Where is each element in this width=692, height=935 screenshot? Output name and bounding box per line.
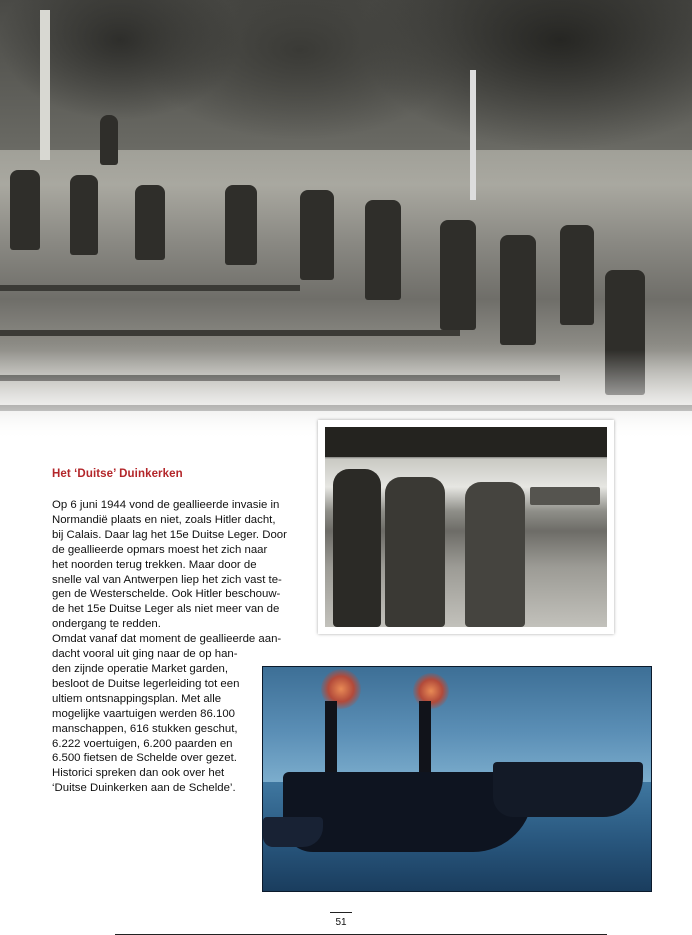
small-boat [263, 817, 323, 847]
photo-soldier [333, 469, 381, 627]
body-line: 6.500 fietsen de Schelde over gezet. [52, 752, 237, 765]
body-line: manschappen, 616 stukken geschut, [52, 722, 238, 735]
ferry-boat [493, 762, 643, 817]
station-platform-photo [318, 420, 614, 634]
photo-soldier [135, 185, 165, 260]
photo-rail [0, 330, 460, 336]
body-line: de geallieerde opmars moest het zich naar [52, 543, 268, 556]
body-line: ultiem ontsnappingsplan. Met alle [52, 692, 222, 705]
body-line: 6.222 voertuigen, 6.200 paarden en [52, 737, 233, 750]
photo-soldier [10, 170, 40, 250]
photo-bystander [100, 115, 118, 165]
photo-signpost [470, 70, 476, 200]
ferry-chimney [419, 701, 431, 781]
photo-soldier [440, 220, 476, 330]
photo-barrier-pole [40, 10, 50, 160]
ferry-chimney [325, 701, 337, 781]
page-number-rule [330, 912, 352, 913]
photo-soldier [70, 175, 98, 255]
body-line: Normandië plaats en niet, zoals Hitler dacht, [52, 513, 276, 526]
photo-rail [0, 285, 300, 291]
body-line: Historici spreken dan ook over het [52, 767, 225, 780]
body-line: de het 15e Duitse Leger als niet meer van de [52, 603, 280, 616]
article-heading: Het ‘Duitse’ Duinkerken [52, 468, 183, 480]
photo-soldier [465, 482, 525, 627]
photo-soldier [225, 185, 257, 265]
photo-soldier [500, 235, 536, 345]
body-line: mogelijke vaartuigen werden 86.100 [52, 707, 236, 720]
photo-crowd [530, 487, 600, 505]
body-line: Op 6 juni 1944 vond de geallieerde invasie in [52, 499, 280, 511]
body-line: dacht vooral uit ging naar de op han- [52, 648, 238, 661]
body-line: ‘Duitse Duinkerken aan de Schelde’. [52, 782, 236, 795]
body-line: snelle val van Antwerpen liep het zich vast te- [52, 573, 282, 586]
body-line: het noorden terug trekken. Maar door de [52, 558, 257, 571]
body-line: ondergang te redden. [52, 618, 161, 631]
page-number: 51 [335, 917, 347, 928]
photo-soldier [365, 200, 401, 300]
body-line: besloot de Duitse legerleiding tot een [52, 677, 240, 690]
body-line: den zijnde operatie Market garden, [52, 662, 229, 675]
photo-soldier [560, 225, 594, 325]
top-photo-marching-soldiers [0, 0, 692, 440]
station-roof [325, 427, 607, 457]
photo-soldier [385, 477, 445, 627]
body-line: bij Calais. Daar lag het 15e Duitse Leger. Door [52, 528, 287, 541]
station-photo-image [325, 427, 607, 627]
ferry-illustration [262, 666, 652, 892]
body-line: gen de Westerschelde. Ook Hitler beschouw- [52, 588, 281, 601]
body-line: Omdat vanaf dat moment de geallieerde aan- [52, 633, 282, 646]
photo-soldier [300, 190, 334, 280]
